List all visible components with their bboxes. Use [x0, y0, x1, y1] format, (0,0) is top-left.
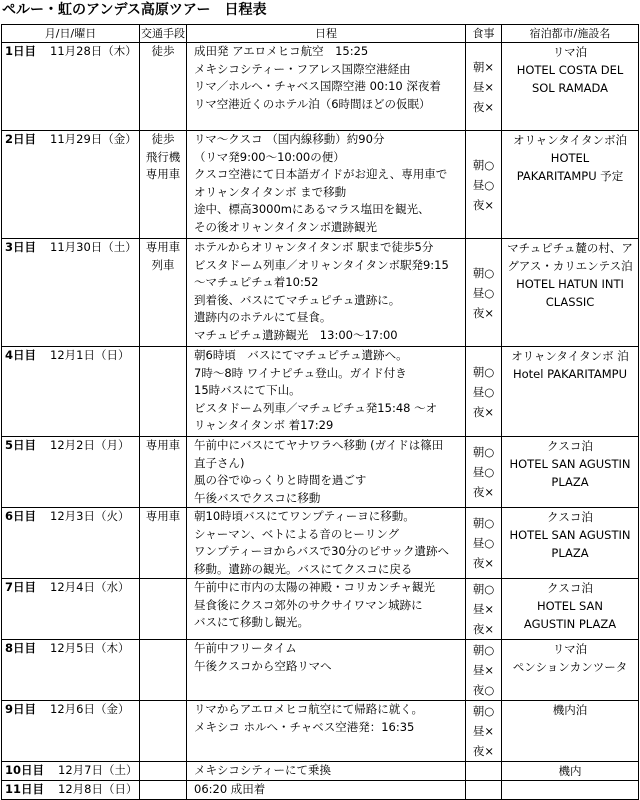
schedule-line: 遺跡内のホテルにて昼食。	[194, 310, 332, 324]
lodging-line: グアス・カリエンテス泊	[507, 259, 633, 273]
meal-item: 昼×	[472, 602, 495, 616]
schedule-line: ホテルからオリャンタイタンボ 駅まで徒歩5分	[194, 240, 434, 254]
meal-item: 朝○	[472, 445, 495, 459]
day-label: 11日目	[5, 782, 45, 796]
transport-cell	[140, 781, 187, 800]
schedule-cell	[187, 701, 466, 762]
meal-item: 昼○	[472, 536, 495, 550]
transport-item: 専用車	[145, 167, 181, 181]
table-row	[2, 762, 639, 781]
schedule-line: マチュピチュ遺跡観光 13:00〜17:00	[194, 327, 398, 342]
schedule-line: 午前中フリータイム	[194, 641, 297, 655]
schedule-line: 06:20 成田着	[194, 782, 266, 796]
meal-item: 朝○	[472, 582, 495, 596]
meal-item: 昼×	[472, 724, 495, 738]
table-row	[2, 640, 639, 701]
lodging-cell	[502, 579, 639, 640]
lodging-cell	[502, 701, 639, 762]
schedule-line: ビスタドーム列車／マチュピチュ発15:48 〜オ	[194, 400, 438, 415]
lodging-line: HOTEL	[550, 151, 590, 165]
day-label: 7日目	[5, 580, 37, 594]
date-label: 12月6日（金）	[50, 702, 130, 716]
schedule-line: メキシコシティーにて乗換	[194, 763, 331, 777]
meal-item: 夜×	[472, 197, 495, 212]
day-label: 2日目	[5, 132, 37, 146]
day-label: 5日目	[5, 438, 37, 452]
schedule-line: メキシコ ホルへ・チャベス空港発：16:35	[194, 719, 415, 734]
table-row	[2, 131, 639, 239]
lodging-line: オリャンタイタンボ泊	[513, 133, 627, 147]
transport-cell	[140, 131, 187, 239]
transport-cell	[140, 239, 187, 347]
schedule-cell	[187, 347, 466, 437]
lodging-cell	[502, 781, 639, 800]
day-date-cell	[2, 640, 140, 701]
table-row	[2, 347, 639, 437]
schedule-line: ワンプティーヨからバスで30分のピサック遺跡へ	[194, 544, 449, 558]
schedule-cell	[187, 43, 466, 131]
schedule-cell	[187, 437, 466, 508]
schedule-line: 途中、標高3000mにあるマラス塩田を観光、	[194, 202, 430, 216]
meal-item: 夜×	[472, 744, 495, 758]
day-date-cell	[2, 508, 140, 579]
day-label: 1日目	[5, 44, 37, 58]
date-label: 11月28日（木）	[50, 44, 137, 58]
schedule-line: リマ空港近くのホテル泊（6時間ほどの仮眠）	[194, 96, 431, 111]
lodging-line: クスコ泊	[547, 510, 593, 524]
table-row	[2, 781, 639, 800]
schedule-line: その後オリャンタイタンボ遺跡観光	[194, 219, 377, 234]
meal-item: 昼○	[472, 285, 495, 300]
lodging-line: PLAZA	[551, 546, 589, 560]
meals-cell	[466, 579, 502, 640]
day-label: 3日目	[5, 240, 37, 254]
meal-item: 昼×	[472, 663, 495, 677]
meal-item: 朝○	[472, 364, 495, 379]
schedule-line: 午前中に市内の太陽の神殿・コリカンチャ観光	[194, 580, 436, 594]
schedule-cell	[187, 579, 466, 640]
lodging-cell	[502, 43, 639, 131]
schedule-line: バスにて移動し観光。	[194, 615, 309, 629]
schedule-cell	[187, 762, 466, 781]
day-label: 9日目	[5, 702, 37, 716]
schedule-line: 〜マチュピチュ着10:52	[194, 275, 319, 289]
transport-cell	[140, 640, 187, 701]
lodging-cell	[502, 347, 639, 437]
meal-item: 夜×	[472, 404, 495, 419]
date-label: 12月4日（水）	[50, 580, 130, 594]
day-date-cell	[2, 43, 140, 131]
header-meals: 食事	[466, 25, 502, 43]
meals-cell	[466, 239, 502, 347]
day-date-cell	[2, 762, 140, 781]
meals-cell	[466, 640, 502, 701]
date-label: 12月8日（日）	[58, 782, 138, 796]
transport-cell	[140, 43, 187, 131]
schedule-cell	[187, 131, 466, 239]
transport-item: 飛行機	[145, 149, 181, 164]
meal-item: 朝○	[472, 643, 495, 657]
day-date-cell	[2, 239, 140, 347]
meals-cell	[466, 508, 502, 579]
date-label: 12月5日（木）	[50, 641, 130, 655]
meal-item: 昼○	[472, 177, 495, 192]
lodging-line: CLASSIC	[545, 295, 595, 309]
lodging-line: HOTEL COSTA DEL	[516, 63, 624, 77]
lodging-line: Hotel PAKARITAMPU	[512, 367, 628, 381]
lodging-line: リマ泊	[552, 642, 588, 656]
meals-cell	[466, 437, 502, 508]
day-date-cell	[2, 701, 140, 762]
lodging-line: 機内泊	[552, 703, 588, 717]
meal-item: 夜○	[472, 683, 495, 697]
meals-cell	[466, 701, 502, 762]
header-schedule: 日程	[187, 25, 466, 43]
date-label: 12月2日（月）	[50, 438, 130, 452]
lodging-line: AGUSTIN PLAZA	[523, 617, 617, 631]
lodging-line: マチュピチュ麓の村、ア	[507, 241, 633, 255]
meals-cell	[466, 131, 502, 239]
meals-cell	[466, 781, 502, 800]
schedule-line: 午後クスコから空路リマへ	[194, 658, 332, 673]
lodging-cell	[502, 437, 639, 508]
lodging-cell	[502, 508, 639, 579]
table-row	[2, 239, 639, 347]
meal-item: 昼×	[472, 79, 495, 94]
meal-item: 朝×	[472, 59, 495, 74]
schedule-line: 7時〜8時 ワイナピチュ登山。ガイド付き	[194, 365, 407, 380]
lodging-line: ペンションカンツータ	[512, 660, 628, 674]
meal-item: 夜×	[472, 99, 495, 114]
transport-cell	[140, 437, 187, 508]
schedule-line: 成田発 アエロメヒコ航空 15:25	[194, 44, 369, 58]
day-label: 4日目	[5, 348, 37, 362]
table-row	[2, 437, 639, 508]
transport-item: 専用車	[145, 438, 181, 452]
day-date-cell	[2, 347, 140, 437]
schedule-line: リマ〜クスコ （国内線移動）約90分	[194, 132, 385, 146]
schedule-line: 直子さん)	[194, 455, 245, 470]
date-label: 12月3日（火）	[50, 509, 130, 523]
day-label: 10日目	[5, 763, 45, 777]
schedule-line: 移動。遺跡の観光。バスにてクスコに戻る	[194, 561, 413, 576]
schedule-cell	[187, 781, 466, 800]
lodging-line: PAKARITAMPU 予定	[516, 169, 624, 183]
meal-item: 朝○	[472, 704, 495, 718]
lodging-line: PLAZA	[551, 475, 589, 489]
schedule-line: 朝6時頃 バスにてマチュピチュ遺跡へ。	[194, 348, 408, 362]
date-label: 11月29日（金）	[50, 132, 137, 146]
date-label: 12月1日（日）	[50, 348, 130, 362]
schedule-line: リャンタイタンボ 着17:29	[194, 418, 334, 432]
meal-item: 昼○	[472, 384, 495, 399]
transport-cell	[140, 762, 187, 781]
lodging-line: リマ泊	[552, 45, 588, 59]
lodging-line: HOTEL SAN	[536, 599, 604, 613]
day-label: 8日目	[5, 641, 37, 655]
table-row	[2, 43, 639, 131]
schedule-cell	[187, 640, 466, 701]
schedule-cell	[187, 508, 466, 579]
transport-cell	[140, 579, 187, 640]
date-label: 12月7日（土）	[58, 763, 138, 777]
header-date: 月/日/曜日	[2, 25, 140, 43]
transport-item: 専用車	[145, 240, 181, 254]
lodging-line: SOL RAMADA	[531, 81, 609, 95]
schedule-line: シャーマン、ベトによる音のヒーリング	[194, 526, 400, 541]
header-lodging: 宿泊都市/施設名	[502, 25, 639, 43]
table-row	[2, 579, 639, 640]
schedule-table	[1, 24, 639, 800]
lodging-line: HOTEL SAN AGUSTIN	[509, 528, 631, 542]
meal-item: 朝○	[472, 516, 495, 530]
transport-item: 専用車	[145, 509, 181, 523]
meals-cell	[466, 43, 502, 131]
day-date-cell	[2, 437, 140, 508]
lodging-cell	[502, 131, 639, 239]
lodging-cell	[502, 640, 639, 701]
schedule-line: 朝10時頃バスにてワンプティーヨに移動。	[194, 509, 415, 523]
lodging-line: クスコ泊	[547, 439, 593, 453]
meal-item: 朝○	[472, 265, 495, 280]
day-date-cell	[2, 131, 140, 239]
schedule-line: 午後バスでクスコに移動	[194, 490, 321, 505]
meal-item: 夜×	[472, 622, 495, 636]
meals-cell	[466, 347, 502, 437]
lodging-line: クスコ泊	[547, 581, 593, 595]
header-transport: 交通手段	[140, 25, 187, 43]
meals-cell	[466, 762, 502, 781]
schedule-line: メキシコシティー・フアレス国際空港経由	[194, 61, 411, 76]
schedule-line: リマ／ホルへ・チャベス国際空港 00:10 深夜着	[194, 79, 441, 93]
day-date-cell	[2, 781, 140, 800]
transport-item: 徒歩	[151, 44, 175, 58]
lodging-cell	[502, 762, 639, 781]
schedule-line: 風の谷でゆっくりと時間を過ごす	[194, 473, 367, 487]
schedule-line: リマからアエロメヒコ航空にて帰路に就く。	[194, 702, 423, 716]
day-label: 6日目	[5, 509, 37, 523]
schedule-line: （リマ発9:00〜10:00の便）	[194, 149, 345, 164]
lodging-line: オリャンタイタンボ 泊	[511, 349, 629, 363]
lodging-line: HOTEL SAN AGUSTIN	[509, 457, 631, 471]
page-title: ペルー・虹のアンデス高原ツアー 日程表	[2, 2, 267, 18]
transport-cell	[140, 701, 187, 762]
transport-cell	[140, 347, 187, 437]
transport-item: 徒歩	[151, 132, 175, 146]
lodging-line: HOTEL HATUN INTI	[516, 277, 624, 291]
lodging-line: 機内	[558, 764, 582, 778]
date-label: 11月30日（土）	[50, 240, 137, 254]
day-date-cell	[2, 579, 140, 640]
table-row	[2, 508, 639, 579]
schedule-line: クスコ空港にて日本語ガイドがお迎え、専用車で	[194, 167, 448, 181]
schedule-line: 到着後、バスにてマチュピチュ遺跡に。	[194, 292, 401, 307]
schedule-line: 15時バスにて下山。	[194, 383, 301, 397]
meal-item: 朝○	[472, 157, 495, 172]
schedule-cell	[187, 239, 466, 347]
lodging-cell	[502, 239, 639, 347]
schedule-line: 午前中にバスにてヤナワラへ移動 (ガイドは篠田	[194, 438, 444, 452]
meal-item: 昼○	[472, 465, 495, 479]
meal-item: 夜×	[472, 305, 495, 320]
transport-item: 列車	[151, 257, 175, 272]
header-row	[2, 25, 639, 43]
schedule-line: ビスタドーム列車／オリャンタイタンボ駅発9:15	[194, 257, 449, 272]
schedule-line: 昼食後にクスコ郊外のサクサイワマン城跡に	[194, 597, 423, 612]
transport-cell	[140, 508, 187, 579]
meal-item: 夜×	[472, 556, 495, 570]
schedule-line: オリャンタイタンボ まで移動	[194, 184, 347, 199]
meal-item: 夜×	[472, 485, 495, 499]
table-row	[2, 701, 639, 762]
